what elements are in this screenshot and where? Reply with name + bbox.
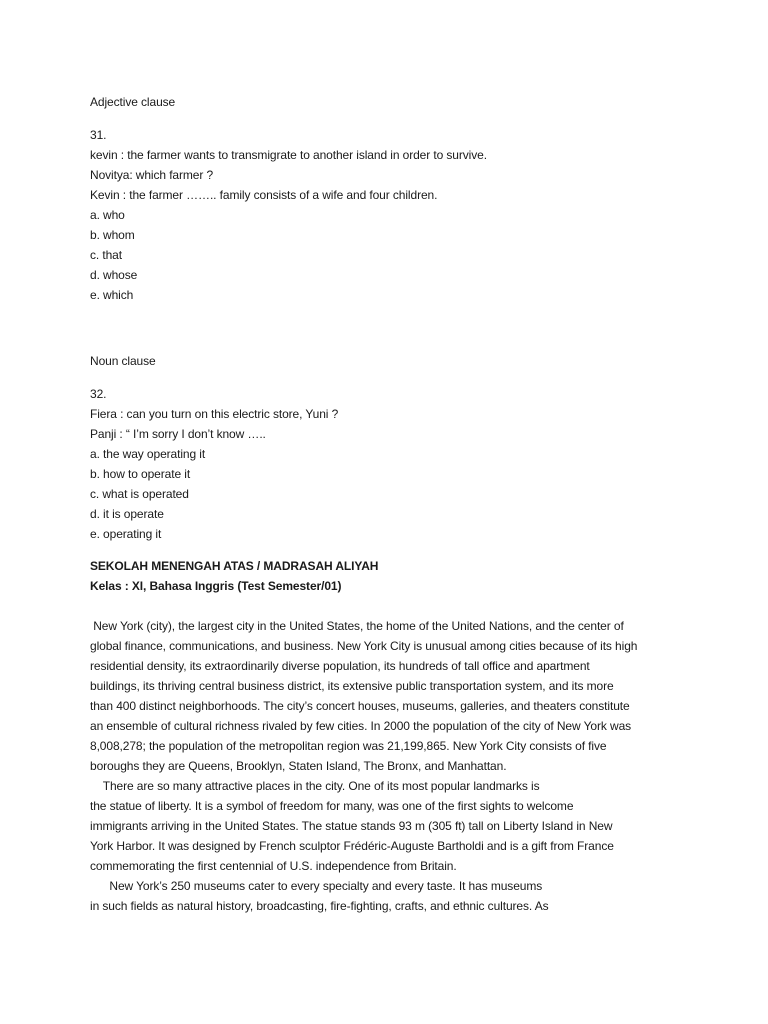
question-31-line-2: Novitya: which farmer ?: [90, 168, 214, 182]
section-heading-noun-clause: Noun clause: [90, 354, 156, 368]
question-number-31: 31.: [90, 128, 107, 142]
question-31-option-c: c. that: [90, 248, 122, 262]
passage-line: boroughs they are Queens, Brooklyn, Staten Island, The Bronx, and Manhattan.: [90, 759, 507, 773]
question-32-line-2: Panji : “ I’m sorry I don’t know …..: [90, 427, 266, 441]
question-number-32: 32.: [90, 387, 107, 401]
passage-line: New York’s 250 museums cater to every specialty and every taste. It has museums: [90, 879, 543, 893]
question-32-option-a: a. the way operating it: [90, 447, 206, 461]
passage-line: There are so many attractive places in the city. One of its most popular landmarks is: [90, 779, 540, 793]
question-31-line-1: kevin : the farmer wants to transmigrate to another island in order to survive.: [90, 148, 487, 162]
question-32-option-e: e. operating it: [90, 527, 162, 541]
question-32-option-c: c. what is operated: [90, 487, 189, 501]
question-32-line-1: Fiera : can you turn on this electric store, Yuni ?: [90, 407, 339, 421]
question-31-option-d: d. whose: [90, 268, 138, 282]
passage-line: New York (city), the largest city in the United States, the home of the United Nations, and the center of: [90, 619, 624, 633]
passage-line: immigrants arriving in the United States. The statue stands 93 m (305 ft) tall on Liberty Island in New: [90, 819, 613, 833]
question-32-option-b: b. how to operate it: [90, 467, 191, 481]
class-line: Kelas : XI, Bahasa Inggris (Test Semester/01): [90, 579, 342, 593]
passage-line: buildings, its thriving central business district, its extensive public transportation system, and its more: [90, 679, 614, 693]
passage-line: in such fields as natural history, broadcasting, fire-fighting, crafts, and ethnic cultures. As: [90, 899, 549, 913]
question-31-option-e: e. which: [90, 288, 134, 302]
passage-line: than 400 distinct neighborhoods. The city’s concert houses, museums, galleries, and theaters constitute: [90, 699, 630, 713]
question-32-option-d: d. it is operate: [90, 507, 164, 521]
passage-line: global finance, communications, and business. New York City is unusual among cities because of its high: [90, 639, 638, 653]
passage-line: commemorating the first centennial of U.S. independence from Britain.: [90, 859, 457, 873]
question-31-line-3: Kevin : the farmer …….. family consists of a wife and four children.: [90, 188, 438, 202]
school-title: SEKOLAH MENENGAH ATAS / MADRASAH ALIYAH: [90, 559, 379, 573]
question-31-option-a: a. who: [90, 208, 125, 222]
question-31-option-b: b. whom: [90, 228, 135, 242]
section-heading-adjective-clause: Adjective clause: [90, 95, 176, 109]
passage-line: the statue of liberty. It is a symbol of freedom for many, was one of the first sights to welcome: [90, 799, 574, 813]
passage-line: York Harbor. It was designed by French sculptor Frédéric-Auguste Bartholdi and is a gift from France: [90, 839, 614, 853]
passage-line: residential density, its extraordinarily diverse population, its hundreds of tall office and apartment: [90, 659, 590, 673]
passage-line: 8,008,278; the population of the metropolitan region was 21,199,865. New York City consists of five: [90, 739, 607, 753]
passage-line: an ensemble of cultural richness rivaled by few cities. In 2000 the population of the city of New York was: [90, 719, 632, 733]
